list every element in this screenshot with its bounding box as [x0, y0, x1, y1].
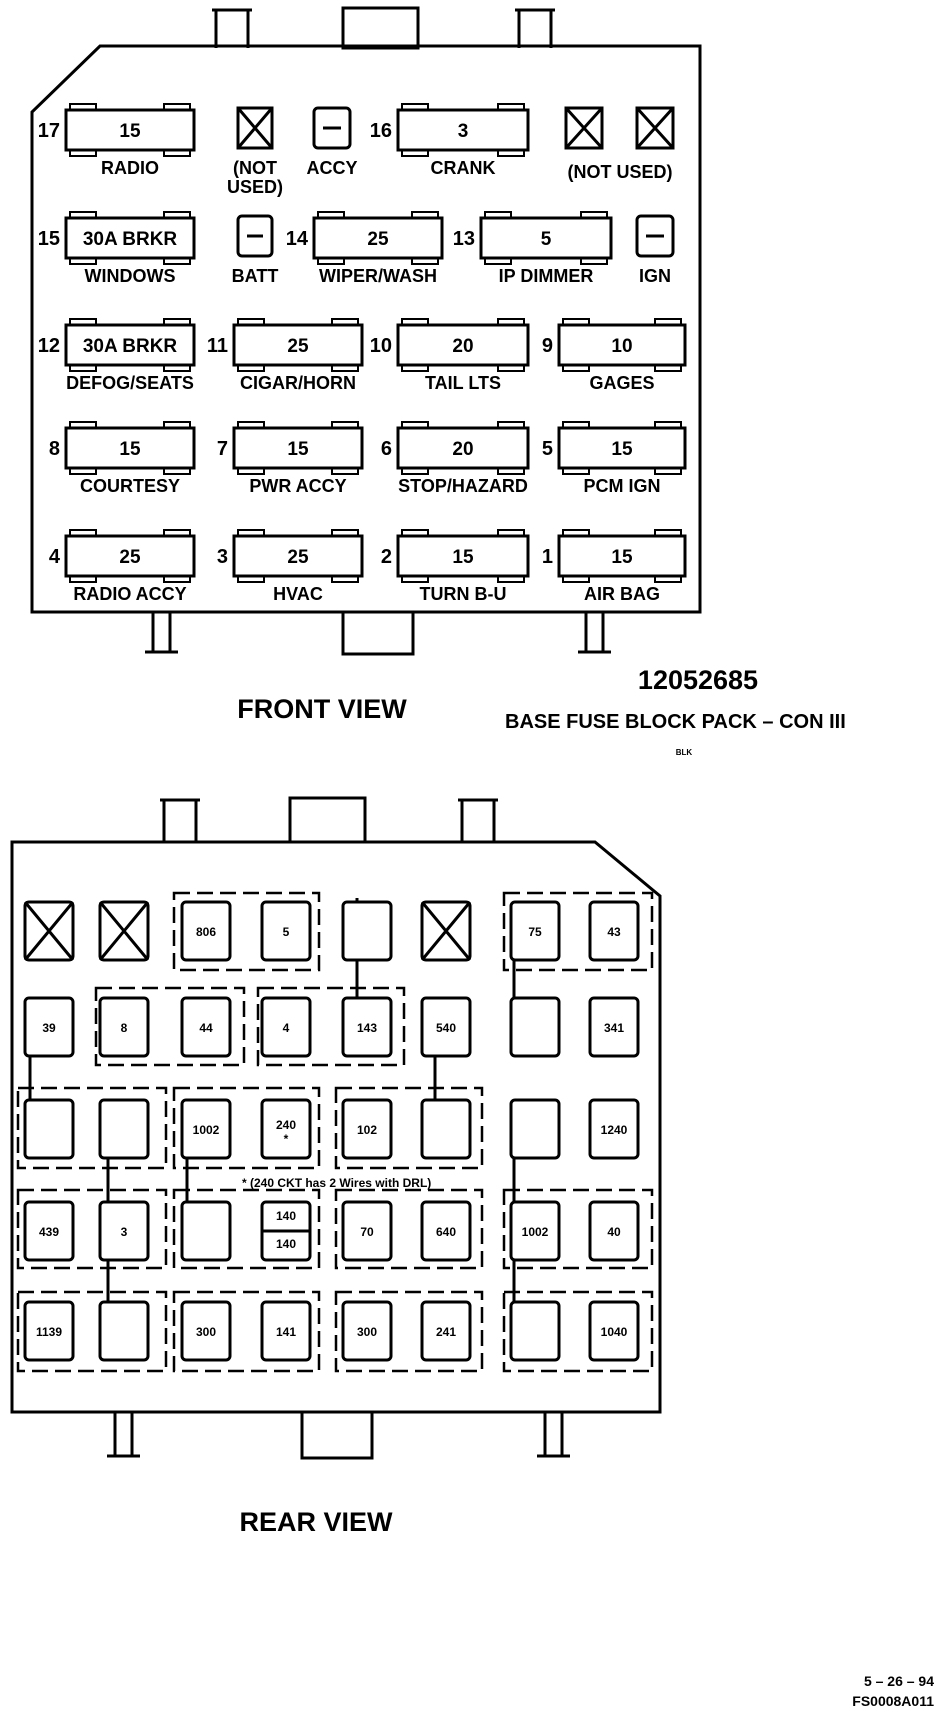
rear-top-clips [160, 798, 498, 842]
rear-cavity [182, 902, 230, 960]
rear-cavity [100, 998, 148, 1056]
fuse-terminal [581, 258, 607, 264]
front-fuse-5 [542, 422, 685, 496]
rear-cavity [343, 998, 391, 1056]
fuse-terminal [655, 576, 681, 582]
fuse-terminal [402, 422, 428, 428]
fuse-terminal [655, 365, 681, 371]
rear-cavity [25, 1302, 73, 1360]
fuse-terminal [318, 212, 344, 218]
circuit-number: 4 [282, 1021, 290, 1035]
fuse-position-number: 7 [216, 438, 228, 460]
fuse-terminal [485, 212, 511, 218]
rear-cavity [590, 1202, 638, 1260]
fuse-terminal [498, 319, 524, 325]
fuse-terminal [332, 365, 358, 371]
front-fuse-12 [38, 319, 194, 393]
fuse-terminal [238, 319, 264, 325]
rear-cavity [343, 1100, 391, 1158]
fuse-terminal [563, 365, 589, 371]
fuse-rating: 5 [540, 229, 552, 250]
footnote-marker: * [283, 1132, 289, 1146]
circuit-number: 640 [435, 1225, 457, 1239]
fuse-circuit-label: BATT [231, 266, 279, 286]
cavity-outline [343, 902, 391, 960]
fuse-terminal [402, 365, 428, 371]
fuse-position-number: 15 [37, 228, 60, 250]
fuse-circuit-label: STOP/HAZARD [398, 476, 528, 496]
circuit-number: 1002 [521, 1225, 549, 1239]
fuse-position-number: 16 [369, 120, 392, 142]
rear-cavity [422, 1202, 470, 1260]
rear-cavity [262, 902, 310, 960]
fuse-rating: 25 [287, 547, 309, 568]
fuse-terminal [402, 150, 428, 156]
fuse-rating: 15 [119, 439, 141, 460]
circuit-number: 140 [275, 1209, 297, 1223]
circuit-number: 1002 [192, 1123, 220, 1137]
fuse-terminal [164, 258, 190, 264]
front-fuse-3 [217, 530, 362, 604]
cavity-outline [25, 1100, 73, 1158]
fuse-position-number: 6 [380, 438, 392, 460]
fuse-terminal [238, 468, 264, 474]
cavity-outline [511, 1100, 559, 1158]
part-name: BASE FUSE BLOCK PACK – CON III [505, 711, 846, 733]
fuse-terminal [164, 104, 190, 110]
rear-cavity [422, 902, 470, 960]
circuit-number: 44 [199, 1021, 213, 1035]
fuse-terminal [318, 258, 344, 264]
fuse-terminal [655, 319, 681, 325]
fuse-terminal [563, 319, 589, 325]
fuse-terminal [164, 365, 190, 371]
fuse-position-number: 4 [48, 546, 60, 568]
circuit-number: 70 [360, 1225, 374, 1239]
fuse-circuit-label: WIPER/WASH [318, 266, 438, 286]
fuse-position-number: 2 [380, 546, 392, 568]
fuse-circuit-label: HVAC [273, 584, 323, 604]
fuse-terminal [70, 422, 96, 428]
fuse-terminal [498, 530, 524, 536]
fuse-circuit-label: TAIL LTS [425, 373, 501, 393]
fuse-terminal [164, 319, 190, 325]
fuse-terminal [563, 576, 589, 582]
fuse-circuit-label: CIGAR/HORN [240, 373, 356, 393]
rear-cavity [25, 998, 73, 1056]
circuit-number: 43 [607, 925, 621, 939]
fuse-circuit-label: DEFOG/SEATS [66, 373, 194, 393]
fuse-circuit-label: ACCY [306, 158, 358, 178]
circuit-number: 806 [195, 925, 217, 939]
circuit-number: 300 [195, 1325, 217, 1339]
rear-cavity [100, 1202, 148, 1260]
part-color: BLK [675, 748, 693, 757]
rear-cavity [25, 1202, 73, 1260]
fuse-terminal [70, 150, 96, 156]
fuse-terminal [70, 468, 96, 474]
rear-cavity [262, 1302, 310, 1360]
fuse-position-number: 17 [37, 120, 60, 142]
front-fuse-6 [381, 422, 528, 496]
rear-cavity [182, 1100, 230, 1158]
fuse-terminal [332, 468, 358, 474]
fuse-terminal [70, 104, 96, 110]
fuse-rating: 3 [457, 121, 469, 142]
fuse-terminal [164, 576, 190, 582]
fuse-terminal [238, 365, 264, 371]
circuit-number: 8 [120, 1021, 128, 1035]
fuse-terminal [498, 365, 524, 371]
front-bottom-clips [145, 612, 611, 654]
fuse-terminal [238, 530, 264, 536]
rear-cavity [25, 1100, 73, 1158]
fuse-terminal [655, 422, 681, 428]
footer-code: FS0008A011 [852, 1693, 934, 1709]
fuse-position-number: 3 [216, 546, 228, 568]
front-fuse-15 [38, 212, 194, 286]
rear-cavity [422, 1100, 470, 1158]
fuse-circuit-label: TURN B-U [419, 584, 507, 604]
fuse-position-number: 8 [48, 438, 60, 460]
fuse-terminal [238, 422, 264, 428]
rear-cavity [25, 902, 73, 960]
fuse-terminal [70, 319, 96, 325]
fuse-position-number: 9 [541, 335, 553, 357]
front-not-used-label: (NOT USED) [567, 162, 673, 182]
fuse-circuit-label: GAGES [589, 373, 655, 393]
front-fuse-1 [542, 530, 685, 604]
circuit-number: 1139 [35, 1325, 63, 1339]
fuse-position-number: 14 [285, 228, 308, 250]
cavity-outline [182, 1202, 230, 1260]
circuit-number: 5 [282, 925, 290, 939]
rear-cavity [343, 902, 391, 960]
fuse-rating: 25 [119, 547, 141, 568]
fuse-position-number: 11 [206, 335, 228, 357]
front-view-title: FRONT VIEW [237, 694, 407, 724]
front-fuse-11 [207, 319, 362, 393]
rear-cavity [511, 998, 559, 1056]
front-fuse-9 [542, 319, 685, 393]
fuse-rating: 30A BRKR [82, 229, 178, 250]
circuit-number: 439 [38, 1225, 60, 1239]
fuse-rating: 25 [287, 336, 309, 357]
front-top-clips [212, 8, 555, 48]
fuse-terminal [402, 576, 428, 582]
cavity-outline [422, 1100, 470, 1158]
unused-x-mark [566, 108, 602, 148]
fuse-terminal [402, 319, 428, 325]
fuse-terminal [332, 576, 358, 582]
front-fuse-16 [370, 104, 528, 178]
fuse-position-number: 12 [37, 335, 60, 357]
rear-cavity [422, 998, 470, 1056]
fuse-rating: 15 [287, 439, 309, 460]
circuit-number: 240 [275, 1118, 297, 1132]
fuse-circuit-label: AIR BAG [584, 584, 660, 604]
front-fuse-slot-10 [637, 216, 673, 286]
fuse-terminal [332, 319, 358, 325]
fuse-circuit-label: COURTESY [79, 476, 181, 496]
fuse-terminal [498, 104, 524, 110]
fuse-position-number: 13 [452, 228, 475, 250]
unused-x-mark [238, 108, 272, 148]
rear-cavity [100, 1100, 148, 1158]
rear-cavity [100, 902, 148, 960]
fuse-terminal [412, 212, 438, 218]
rear-cavity [262, 1100, 310, 1158]
circuit-number: 39 [42, 1021, 56, 1035]
fuse-rating: 15 [452, 547, 474, 568]
rear-cavity [590, 902, 638, 960]
rear-cavity [590, 1302, 638, 1360]
fuse-position-number: 1 [541, 546, 553, 568]
fuse-terminal [402, 468, 428, 474]
fuse-circuit-label: IGN [638, 266, 672, 286]
fuse-terminal [70, 365, 96, 371]
fuse-rating: 15 [119, 121, 141, 142]
front-fuse-10 [370, 319, 528, 393]
fuse-terminal [164, 530, 190, 536]
circuit-number: 3 [120, 1225, 128, 1239]
fuse-rating: 10 [611, 336, 633, 357]
fuse-terminal [655, 530, 681, 536]
circuit-number: 141 [275, 1325, 297, 1339]
fuse-terminal [70, 212, 96, 218]
rear-bottom-clips [107, 1412, 570, 1458]
fuse-terminal [332, 530, 358, 536]
fuse-circuit-label: PWR ACCY [249, 476, 347, 496]
rear-cavity [511, 902, 559, 960]
fuse-terminal [164, 212, 190, 218]
fuse-terminal [563, 468, 589, 474]
fuse-circuit-label: (NOT [233, 158, 277, 178]
front-fuse-14 [286, 212, 442, 286]
fuse-terminal [498, 150, 524, 156]
rear-cavity [182, 1302, 230, 1360]
fuse-terminal [563, 530, 589, 536]
fuse-terminal [238, 576, 264, 582]
circuit-number: 241 [435, 1325, 457, 1339]
fuse-terminal [70, 576, 96, 582]
cavity-outline [511, 1302, 559, 1360]
circuit-number: 1240 [600, 1123, 628, 1137]
rear-view-title: REAR VIEW [239, 1507, 393, 1537]
rear-cavity [100, 1302, 148, 1360]
fuse-position-number: 10 [369, 335, 392, 357]
circuit-number: 75 [528, 925, 542, 939]
fuse-terminal [581, 212, 607, 218]
rear-cavity [182, 1202, 230, 1260]
rear-note: * (240 CKT has 2 Wires with DRL) [242, 1176, 432, 1190]
rear-cavity [590, 998, 638, 1056]
fuse-terminal [412, 258, 438, 264]
fuse-rating: 30A BRKR [82, 336, 178, 357]
fuse-circuit-label: IP DIMMER [498, 266, 594, 286]
fuse-terminal [498, 422, 524, 428]
circuit-number: 540 [435, 1021, 457, 1035]
cavity-outline [100, 1302, 148, 1360]
fuse-position-number: 5 [541, 438, 553, 460]
circuit-number: 341 [603, 1021, 625, 1035]
fuse-circuit-label: RADIO [101, 158, 159, 178]
fuse-terminal [485, 258, 511, 264]
front-fuse-2 [381, 530, 528, 604]
circuit-number: 300 [356, 1325, 378, 1339]
fuse-terminal [498, 468, 524, 474]
rear-cavity [262, 1202, 310, 1260]
fuse-terminal [164, 422, 190, 428]
rear-cavity [511, 1100, 559, 1158]
fuse-circuit-label: USED) [226, 177, 284, 197]
rear-cavity [182, 998, 230, 1056]
fuse-terminal [402, 530, 428, 536]
fuse-terminal [498, 576, 524, 582]
circuit-number: 102 [356, 1123, 378, 1137]
circuit-number: 40 [607, 1225, 621, 1239]
circuit-number: 143 [356, 1021, 378, 1035]
front-fuse-slot-2 [306, 108, 357, 178]
fuse-rating: 15 [611, 439, 633, 460]
fuse-circuit-label: WINDOWS [84, 266, 176, 286]
fuse-terminal [402, 104, 428, 110]
front-fuse-17 [38, 104, 194, 178]
front-fuse-slot-4 [566, 108, 602, 148]
fuse-terminal [332, 422, 358, 428]
rear-cavity [422, 1302, 470, 1360]
fuse-terminal [563, 422, 589, 428]
front-fuse-4 [49, 530, 194, 604]
fuse-terminal [70, 530, 96, 536]
front-fuse-slot-5 [637, 108, 673, 148]
fuse-rating: 15 [611, 547, 633, 568]
fuse-circuit-label: PCM IGN [583, 476, 661, 496]
front-fuse-13 [453, 212, 611, 286]
fuse-terminal [164, 150, 190, 156]
cavity-outline [511, 998, 559, 1056]
fuse-terminal [70, 258, 96, 264]
front-fuse-7 [217, 422, 362, 496]
part-number: 12052685 [637, 665, 759, 695]
rear-cavity [511, 1202, 559, 1260]
fuse-circuit-label: RADIO ACCY [73, 584, 187, 604]
front-fuse-slot-7 [232, 216, 279, 286]
rear-cavity [262, 998, 310, 1056]
fuse-rating: 20 [452, 439, 474, 460]
fuse-rating: 25 [367, 229, 389, 250]
fuse-rating: 20 [452, 336, 474, 357]
rear-cavity [590, 1100, 638, 1158]
rear-cavity [343, 1202, 391, 1260]
front-fuse-8 [49, 422, 194, 496]
circuit-number: 1040 [600, 1325, 628, 1339]
footer-date: 5 – 26 – 94 [863, 1673, 934, 1689]
rear-cavity [343, 1302, 391, 1360]
fuse-terminal [164, 468, 190, 474]
unused-x-mark [637, 108, 673, 148]
cavity-outline [100, 1100, 148, 1158]
circuit-number: 140 [275, 1237, 297, 1251]
rear-cavity [511, 1302, 559, 1360]
fuse-terminal [655, 468, 681, 474]
front-fuse-slot-1 [227, 108, 283, 197]
fuse-circuit-label: CRANK [430, 158, 496, 178]
